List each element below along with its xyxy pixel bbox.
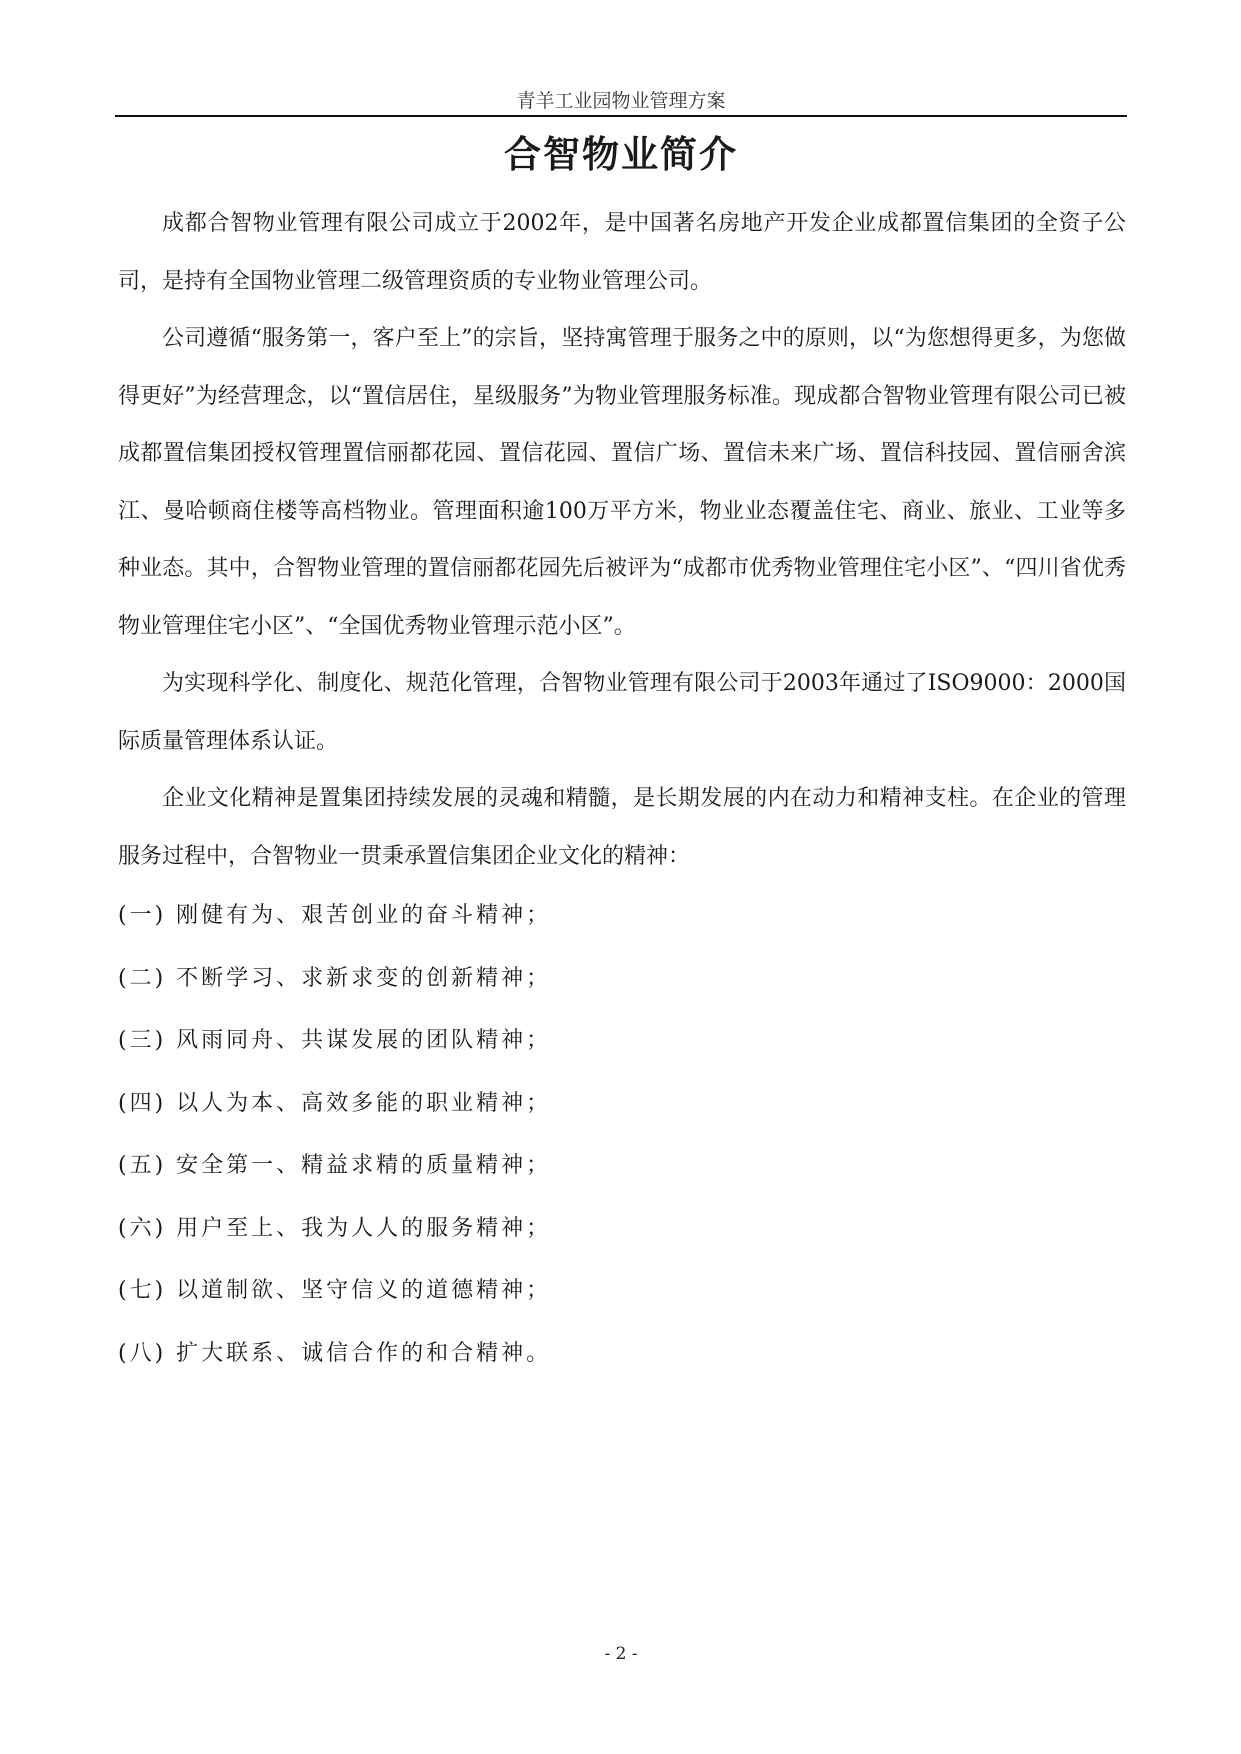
paragraph-iso-certification: 为实现科学化、制度化、规范化管理，合智物业管理有限公司于2003年通过了ISO9000：2000国际质量管理体系认证。: [118, 671, 1126, 754]
list-item: (四) 以人为本、高效多能的职业精神；: [118, 1090, 552, 1116]
paragraph-service-philosophy: 公司遵循“服务第一，客户至上”的宗旨，坚持寓管理于服务之中的原则，以“为您想得更多，为您做得更好”为经营理念，以“置信居住，星级服务”为物业管理服务标准。现成都合智物业管理有限公司已被成都置信集团授权管理置信丽都花园、置信花园、置信广场、置信未来广场、置信科技园、置信丽舍滨江、曼哈顿商住楼等高档物业。管理面积逾100万平方米，物业业态覆盖住宅、商业、旅业、工业等多种业态。其中，合智物业管理的置信丽都花园先后被评为“成都市优秀物业管理住宅小区”、“四川省优秀物业管理住宅小区”、“全国优秀物业管理示范小区”。: [118, 326, 1126, 639]
document-body: [118, 195, 1126, 1385]
list-item: (二) 不断学习、求新求变的创新精神；: [118, 965, 552, 991]
paragraph-company-intro: 成都合智物业管理有限公司成立于2002年，是中国著名房地产开发企业成都置信集团的全资子公司，是持有全国物业管理二级管理资质的专业物业管理公司。: [118, 211, 1126, 294]
list-item: (五) 安全第一、精益求精的质量精神；: [118, 1153, 552, 1178]
header-divider: [115, 115, 1127, 117]
list-item: (一) 刚健有为、艰苦创业的奋斗精神；: [118, 903, 552, 928]
paragraph-corporate-culture: 企业文化精神是置集团持续发展的灵魂和精髓，是长期发展的内在动力和精神支柱。在企业的管理服务过程中，合智物业一贯秉承置信集团企业文化的精神：: [118, 786, 1126, 869]
page-number: - 2 -: [604, 1644, 638, 1664]
list-item: (七) 以道制欲、坚守信义的道德精神；: [118, 1278, 552, 1303]
running-header: 青羊工业园物业管理方案: [516, 90, 726, 112]
page-title: 合智物业简介: [504, 132, 738, 176]
list-item: (六) 用户至上、我为人人的服务精神；: [118, 1215, 552, 1241]
spirit-list: [118, 885, 1126, 1385]
list-item: (三) 风雨同舟、共谋发展的团队精神；: [118, 1028, 552, 1053]
list-item: (八) 扩大联系、诚信合作的和合精神。: [118, 1340, 552, 1366]
